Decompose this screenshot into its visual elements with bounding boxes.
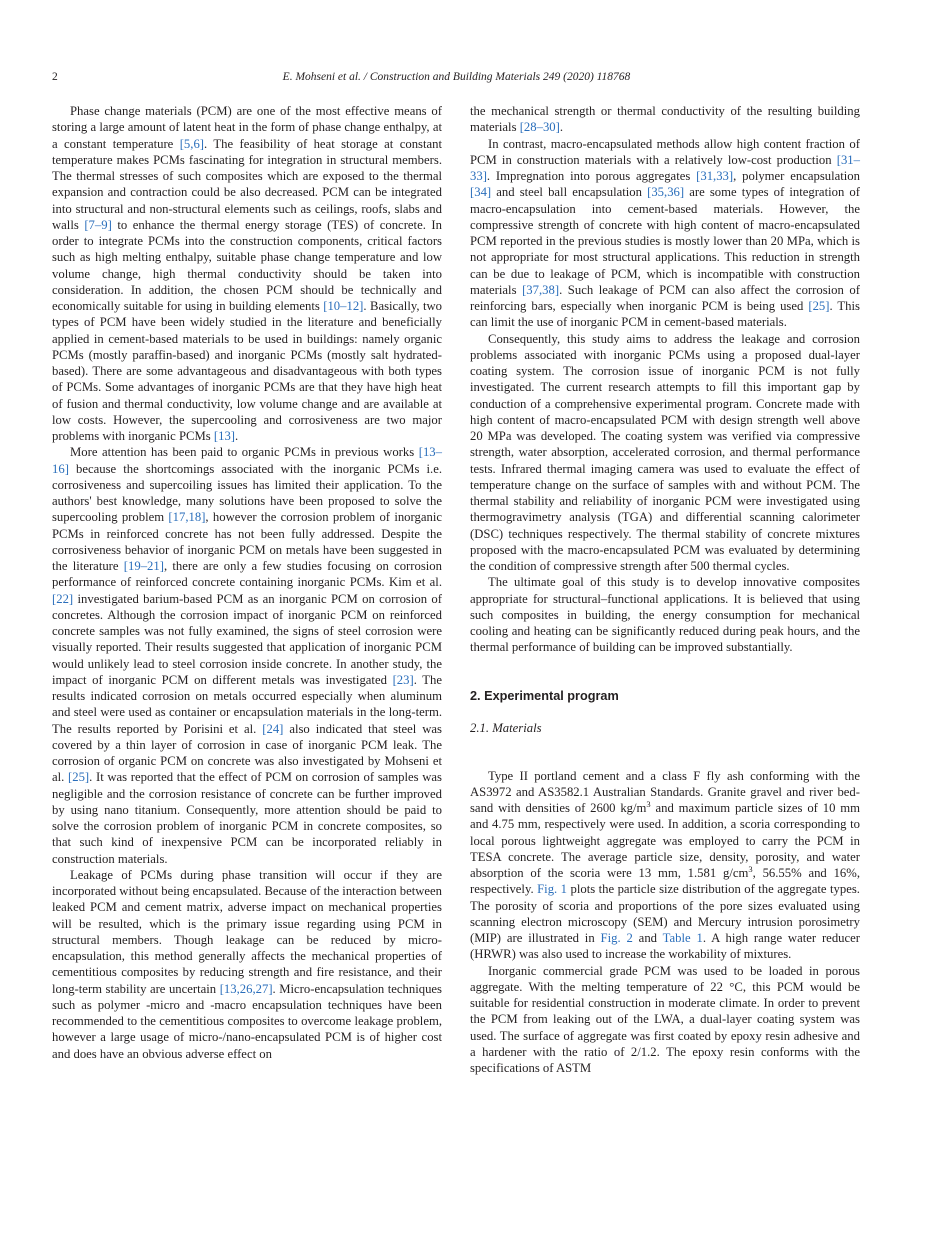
citation-link[interactable]: [17,18]	[168, 510, 206, 525]
citation-link[interactable]: [25]	[808, 299, 830, 313]
citation-link[interactable]: [7–9]	[84, 217, 112, 232]
right-column	[470, 103, 860, 1076]
paragraph: Leakage of PCMs during phase transition will occur if they are incorporated without being encapsulated. Because of the interaction between leaked PCM and cement matrix, adverse impact on mechanical properties will be resulted, which is the primary issue regarding using PCM in structural members. Though leakage can be reduced by micro-encapsulation, this method generally affects the mechanical properties of cementitious composites by reducing strength and fire resistance, and their long-term stability are uncertain [13,26,27]. Micro-encapsulation techniques such as polymer -micro and -macro encapsulation techniques have been recommended to the cementitious composites to overcome leakage problem, however a large usage of micro-/nano-encapsulated PCM is of higher cost and does have an obvious adverse effect on	[52, 867, 442, 1061]
citation-link[interactable]: [35,36]	[647, 185, 685, 200]
figure-link[interactable]: Fig. 1	[537, 882, 568, 897]
citation-link[interactable]: [13–16]	[52, 445, 442, 476]
subsection-heading: 2.1. Materials	[470, 720, 542, 735]
citation-link[interactable]: [13]	[213, 429, 236, 443]
section-heading: 2. Experimental program	[470, 688, 619, 703]
table-link[interactable]: Table 1	[662, 931, 703, 945]
citation-link[interactable]: [19–21]	[123, 559, 164, 573]
citation-link[interactable]: [34]	[470, 185, 492, 200]
citation-link[interactable]: [31,33]	[696, 169, 734, 183]
citation-link[interactable]: [22]	[52, 591, 74, 606]
citation-link[interactable]: [37,38]	[522, 282, 560, 297]
page-number: 2	[52, 71, 58, 83]
running-title: E. Mohseni et al. / Construction and Building Materials 249 (2020) 118768	[282, 71, 631, 83]
paragraph: More attention has been paid to organic PCMs in previous works [13–16] because the shortcomings associated with the inorganic PCMs i.e. corrosiveness and supercoiling issues has limited their application. To the authors' best knowledge, many solutions have been proposed to solve the supercooling problem [17,18], however the corrosion problem of inorganic PCMs in reinforced concrete has not been fully addressed. Despite the corrosiveness behavior of inorganic PCM on metals have been suggested in the literature [19–21], there are only a few studies focusing on corrosion performance of reinforced concrete containing inorganic PCMs. Kim et al. [22] investigated barium-based PCM as an inorganic PCM on corrosion of concretes. Although the corrosion impact of inorganic PCM on reinforced concrete samples was not fully examined, the signs of steel corrosion were visually reported. Their results suggested that application of inorganic PCM would unlikely lead to steel corrosion inside concrete. In another study, the impact of inorganic PCM on different metals was investigated [23]. The results indicated corrosion on metals occurred especially when aluminum and steel were used as container or encapsulation materials in the long-term. The results reported by Porisini et al. [24] also indicated that steel was covered by a thin layer of corrosion in case of inorganic PCM leak. The corrosion of organic PCM on concrete was also investigated by Mohseni et al. [25]. It was reported that the effect of PCM on corrosion of samples was negligible and the corrosion resistance of concrete can be further improved by using nano titanium. Consequently, more attention should be paid to solve the corrosion problem of inorganic PCM in concrete composites, so that such kind of inexpensive PCM can be incorporated reliably in construction materials.	[52, 445, 443, 866]
citation-link[interactable]: [24]	[262, 721, 284, 736]
citation-link[interactable]: [13,26,27]	[219, 981, 273, 996]
citation-link[interactable]: [10–12]	[323, 299, 364, 313]
figure-link[interactable]: Fig. 2	[600, 931, 633, 945]
paragraph: The ultimate goal of this study is to develop innovative composites appropriate for structural–functional applications. It is believed that using such composites in building, the energy consumption for mechanical cooling and heating can be significantly reduced during peak hours, and the thermal performance of building can be improved substantially.	[470, 575, 860, 655]
citation-link[interactable]: [25]	[68, 770, 90, 785]
citation-link[interactable]: [23]	[392, 672, 414, 687]
left-column	[52, 103, 442, 1062]
paragraph: Consequently, this study aims to address the leakage and corrosion problems associated with inorganic PCMs using a proposed dual-layer coating system. The corrosion issue of inorganic PCM is not fully investigated. The current research attempts to fill this important gap by conduction of a comprehensive experimental program. Concrete made with high content of macro-encapsulated PCM with design strength well above 20 MPa was developed. The coating system was verified via compressive strength, water absorption, accelerated corrosion, and thermal performance tests. Infrared thermal imaging camera was used to evaluate the effect of temperature change on the surface of samples with and without PCM. The thermal stability and reliability of inorganic PCM were investigated using thermogravimetry analysis (TGA) and differential scanning calorimeter (DSC) techniques respectively. The thermal stability of concrete mixtures proposed with the macro-encapsulated PCM was evaluated by determining the condition of compressive strength after 500 thermal cycles.	[470, 331, 860, 573]
citation-link[interactable]: [31–33]	[470, 152, 860, 183]
paragraph: the mechanical strength or thermal conductivity of the resulting building materials [28–30].	[470, 104, 860, 135]
citation-link[interactable]: [28–30]	[519, 120, 560, 135]
page-header	[52, 71, 861, 87]
paragraph: In contrast, macro-encapsulated methods allow high content fraction of PCM in construction materials with a relatively low-cost production [31–33]. Impregnation into porous aggregates [31,33], polymer encapsulation [34] and steel ball encapsulation [35,36] are some types of integration of macro-encapsulation into cement-based materials. However, the compressive strength of concrete with high content of macro-encapsulated PCM reported in the previous studies is mostly lower than 20 MPa, which is not appropriate for most structural applications. This reduction in strength can be due to leakage of PCM, which is incompatible with construction materials [37,38]. Such leakage of PCM can also affect the corrosion of reinforcing bars, especially when inorganic PCM is being used [25]. This can limit the use of inorganic PCM in cement-based materials.	[470, 136, 860, 330]
paragraph: Inorganic commercial grade PCM was used to be loaded in porous aggregate. With the melting temperature of 22 °C, this PCM would be suitable for residential construction in moderate climate. In order to prevent the PCM from leaking out of the LWA, a dual-layer coating system was used. The surface of aggregate was first coated by epoxy resin adhesive and a hardener with the ratio of 2/1.2. The epoxy resin conforms with the specifications of ASTM	[470, 963, 860, 1075]
paragraph: Type II portland cement and a class F fly ash conforming with the AS3972 and AS3582.1 Australian Standards. Granite gravel and river bed-sand with densities of 2600 $kg/m^3$ and maximum particle sizes of 10 mm and 4.75 mm, respectively were used. In addition, a scoria corresponding to local porous lightweight aggregate was employed to carry the PCM in TESA concrete. The average particle size, density, porosity, and water absorption of the scoria were 13 mm, 1.581 $g/cm^3$, 56.55% and 16%, respectively. Fig. 1 plots the particle size distribution of the aggregate types. The porosity of scoria and proportions of the pore sizes evaluated using scanning electron microscopy (SEM) and Mercury intrusion porosimetry (MIP) are illustrated in Fig. 2 and Table 1. A high range water reducer (HRWR) was also used to increase the workability of mixtures.	[470, 768, 860, 962]
paragraph: Phase change materials (PCM) are one of the most effective means of storing a large amount of latent heat in the form of phase change enthalpy, at a constant temperature [5,6]. The feasibility of heat storage at constant temperature makes PCMs fascinating for integration in structural members. The thermal stresses of such composites which are exposed to the thermal expansion and contraction could be also decreased. PCM can be integrated into structural and non-structural elements such as ceilings, roofs, slabs and walls [7–9] to enhance the thermal energy storage (TES) of concrete. In order to integrate PCMs into the construction components, critical factors such as high melting enthalpy, suitable phase change temperature and low volume change, high thermal conductivity should be taken into consideration. In addition, the chosen PCM should be technically and economically suitable for using in building elements [10–12]. Basically, two types of PCM have been widely studied in the literature and beneficially applied in cement-based materials to be used in buildings: namely organic PCMs (mostly paraffin-based) and inorganic PCMs (mostly salt hydrated-based). There are some advantageous and disadvantageous with both types of PCMs. Some advantages of inorganic PCMs are that they have high heat of fusion and thermal conductivity, low volume change and are available at low costs. However, the supercooling and corrosiveness are two major problems with inorganic PCMs [13].	[52, 104, 442, 443]
citation-link[interactable]: [5,6]	[179, 136, 205, 151]
